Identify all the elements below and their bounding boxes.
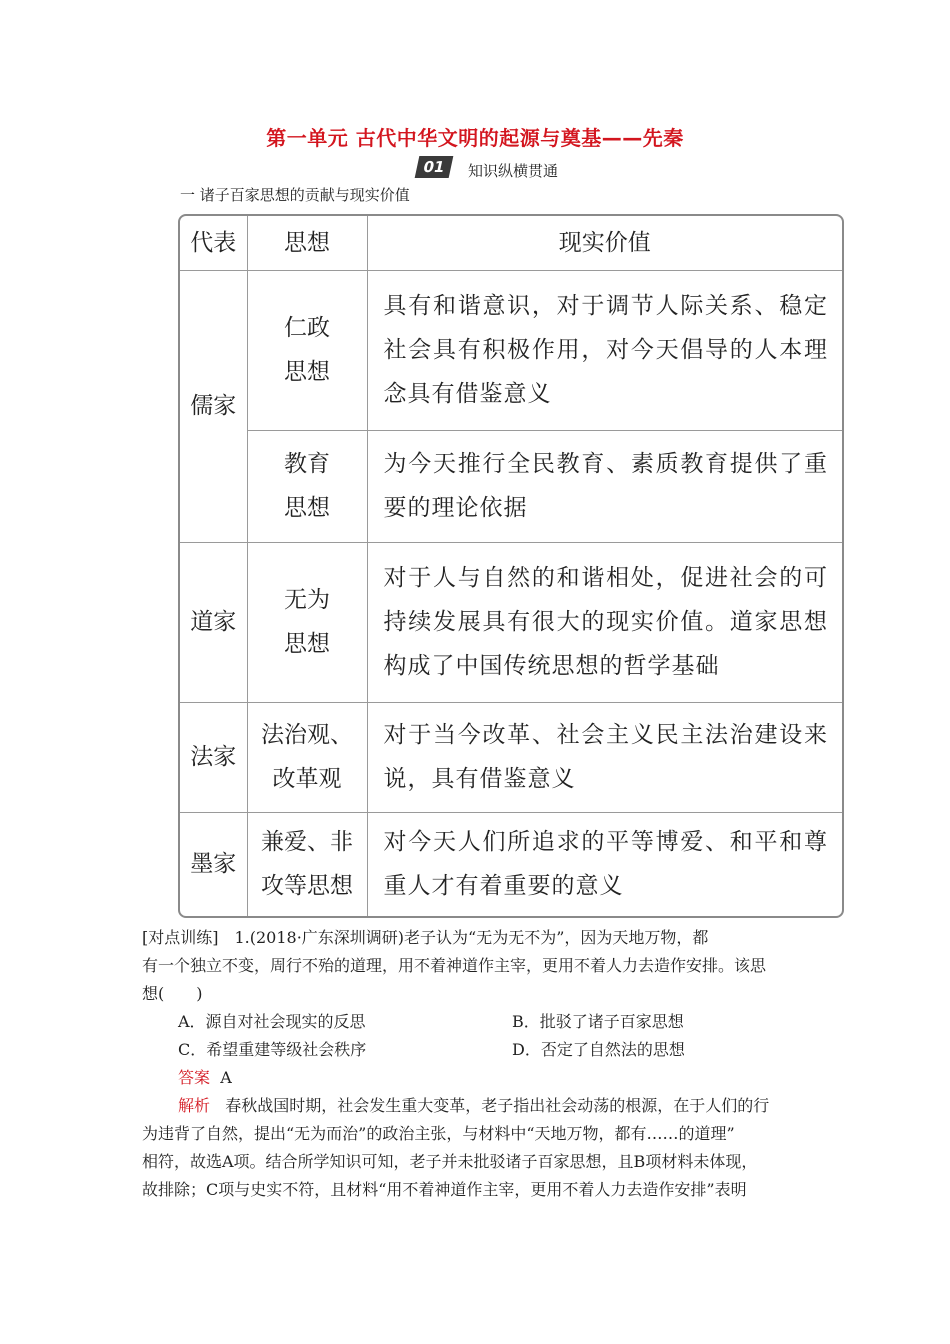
analysis-line-4: 故排除；C项与史实不符，且材料“用不着神道作主宰，更用不着人力去造作安排”表明 xyxy=(142,1180,747,1199)
section-number-badge: 01 xyxy=(415,156,454,178)
cell-thought: 仁政 思想 xyxy=(247,270,367,430)
option-a: A．源自对社会现实的反思 xyxy=(178,1012,366,1031)
header-thought: 思想 xyxy=(247,216,367,270)
question-line-2: 有一个独立不变，周行不殆的道理，用不着神道作主宰，更用不着人力去造作安排。该思 xyxy=(142,956,767,975)
question-line-3: 想( ) xyxy=(142,984,203,1003)
cell-value: 为今天推行全民教育、素质教育提供了重要的理论依据 xyxy=(367,430,842,542)
cell-thought: 兼爱、非 攻等思想 xyxy=(247,812,367,916)
table-row xyxy=(180,812,842,916)
cell-value: 具有和谐意识，对于调节人际关系、稳定社会具有积极作用，对今天倡导的人本理念具有借鉴意义 xyxy=(367,270,842,430)
table-row xyxy=(180,702,842,812)
header-school: 代表 xyxy=(180,216,247,270)
option-b: B．批驳了诸子百家思想 xyxy=(512,1012,684,1031)
cell-value: 对于人与自然的和谐相处，促进社会的可持续发展具有很大的现实价值。道家思想构成了中国传统思想的哲学基础 xyxy=(367,542,842,702)
analysis-line-1: 解析 春秋战国时期，社会发生重大变革，老子指出社会动荡的根源，在于人们的行 xyxy=(178,1096,770,1115)
table-row xyxy=(180,430,842,542)
analysis-line-3: 相符，故选A项。结合所学知识可知，老子并未批驳诸子百家思想，且B项材料未体现， xyxy=(142,1152,758,1171)
cell-value: 对于当今改革、社会主义民主法治建设来说，具有借鉴意义 xyxy=(367,702,842,812)
page-title: 第一单元 古代中华文明的起源与奠基——先秦 xyxy=(266,126,684,150)
answer-label: 答案 xyxy=(178,1068,211,1087)
cell-thought: 法治观、 改革观 xyxy=(247,702,367,812)
analysis-line-2: 为违背了自然，提出“无为而治”的政治主张，与材料中“天地万物，都有……的道理” xyxy=(142,1124,735,1143)
answer-line xyxy=(178,1065,232,1088)
table-row xyxy=(180,542,842,702)
cell-thought: 无为 思想 xyxy=(247,542,367,702)
option-d: D．否定了自然法的思想 xyxy=(512,1040,685,1059)
subheading: 一 诸子百家思想的贡献与现实价值 xyxy=(180,186,410,204)
cell-school: 法家 xyxy=(180,702,247,812)
thought-value-table xyxy=(178,214,844,918)
table-row xyxy=(180,270,842,430)
analysis-label: 解析 xyxy=(178,1096,211,1115)
answer-value: A xyxy=(220,1068,232,1087)
section-label: 知识纵横贯通 xyxy=(468,162,559,180)
cell-value: 对今天人们所追求的平等博爱、和平和尊重人才有着重要的意义 xyxy=(367,812,842,916)
cell-school: 道家 xyxy=(180,542,247,702)
header-value: 现实价值 xyxy=(367,216,842,270)
question-line-1: [对点训练] 1.(2018·广东深圳调研)老子认为“无为无不为”，因为天地万物，都 xyxy=(142,928,709,947)
cell-school: 儒家 xyxy=(180,270,247,542)
cell-school: 墨家 xyxy=(180,812,247,916)
cell-thought: 教育 思想 xyxy=(247,430,367,542)
option-c: C．希望重建等级社会秩序 xyxy=(178,1040,367,1059)
